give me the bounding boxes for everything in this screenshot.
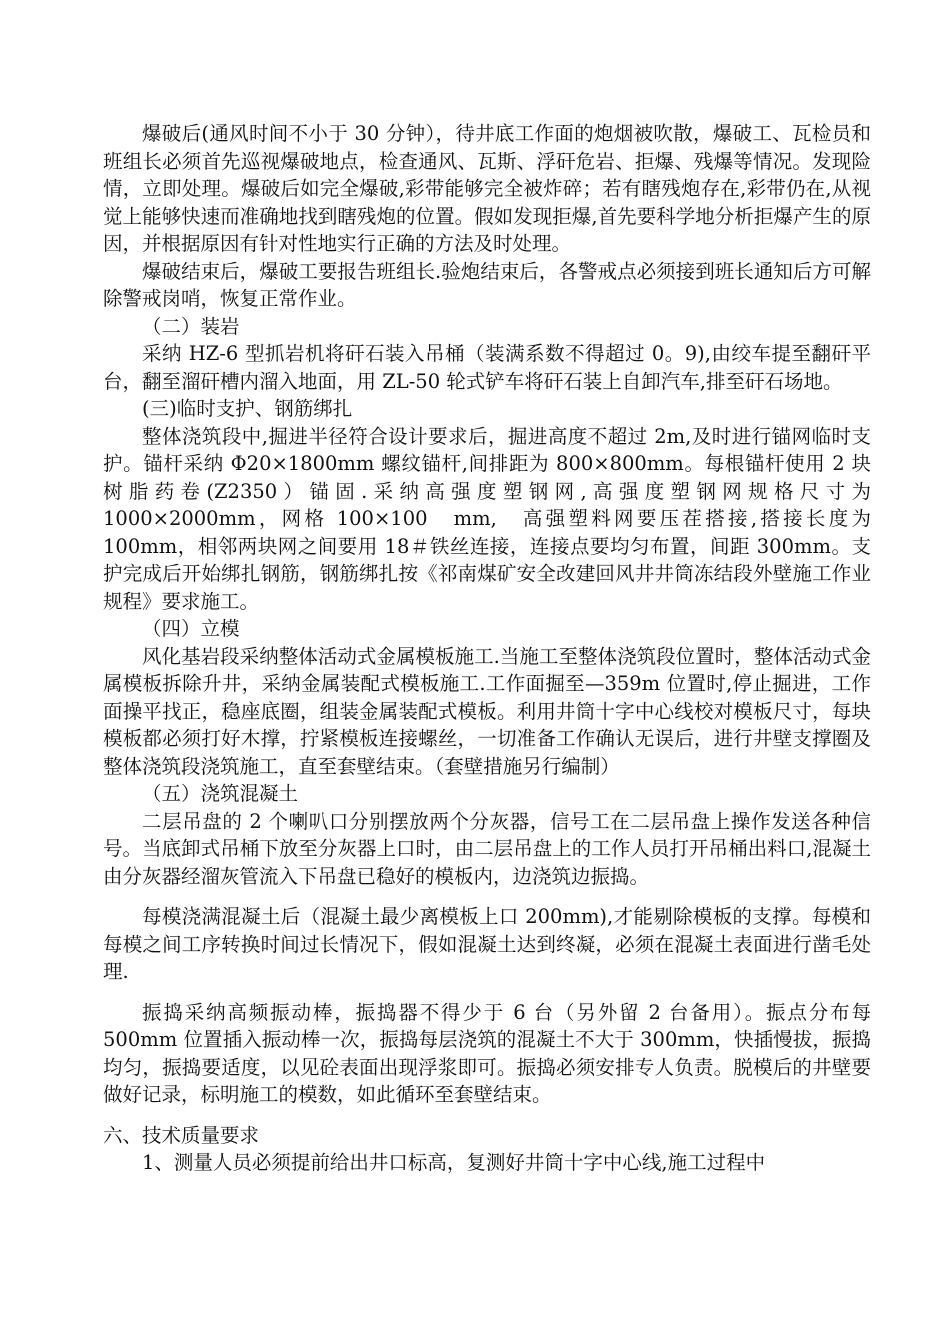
section-heading-formwork: （四）立模	[142, 617, 240, 640]
section-heading-concrete: （五）浇筑混凝土	[142, 782, 299, 805]
paragraph-blasting-end: 爆破结束后，爆破工要报告班组长.验炮结束后，各警戒点必须接到班长通知后方可解除警戒岗哨，恢复正常作业。	[103, 259, 871, 310]
paragraph-formwork: 风化基岩段采纳整体活动式金属模板施工.当施工至整体浇筑段位置时，整体活动式金属模板拆除升井，采纳金属装配式模板施工.工作面掘至—359m 位置时,停止掘进，工作面操平找正，稳座底圈，组装金属装配式模板。利用井筒十字中心线校对模板尺寸，每块模板都必须打好木撑，拧紧模板连接螺丝，一切准备工作确认无误后，进行井壁支撑圈及整体浇筑段浇筑施工，直至套壁结束。（套壁措施另行编制）	[103, 644, 871, 778]
paragraph-vibration: 振捣采纳高频振动棒，振捣器不得少于 6 台（另外留 2 台备用）。振点分布每 500mm 位置插入振动棒一次，振捣每层浇筑的混凝土不大于 300mm，快插慢拔，振捣均匀，振捣要适度，以见砼表面出现浮浆即可。振捣必须安排专人负责。脱模后的井壁要做好记录，标明施工的模数，如此循环至套壁结束。	[103, 1000, 871, 1106]
paragraph-concrete-curing: 每模浇满混凝土后（混凝土最少离模板上口 200mm),才能剔除模板的支撑。每模和每模之间工序转换时间过长情况下，假如混凝土达到终凝，必须在混凝土表面进行凿毛处理.	[103, 905, 871, 983]
paragraph-support: 整体浇筑段中,掘进半径符合设计要求后，掘进高度不超过 2m,及时进行锚网临时支护。锚杆采纳 Φ20×1800mm 螺纹锚杆,间排距为 800×800mm。每根锚杆使用 2 块树脂药卷(Z2350）锚固.采纳高强度塑钢网,高强度塑钢网规格尺寸为 1000×2000mm，网格 100×100 mm, 高强塑料网要压茬搭接,搭接长度为 100mm，相邻两块网之间要用 18＃铁丝连接，连接点要均匀布置，间距 300mm。支护完成后开始绑扎钢筋，钢筋绑扎按《祁南煤矿安全改建回风井井筒冻结段外壁施工作业规程》要求施工。	[103, 424, 871, 613]
section-heading-support: (三)临时支护、钢筋绑扎	[142, 397, 353, 420]
section-heading-quality: 六、技术质量要求	[103, 1123, 260, 1147]
paragraph-quality-item-1: 1、测量人员必须提前给出井口标高，复测好井筒十字中心线,施工过程中	[142, 1151, 766, 1174]
paragraph-blasting-inspection: 爆破后(通风时间不小于 30 分钟），待井底工作面的炮烟被吹散，爆破工、瓦检员和班组长必须首先巡视爆破地点，检查通风、瓦斯、浮矸危岩、拒爆、残爆等情况。发现险情，立即处理。爆破后如完全爆破,彩带能够完全被炸碎；若有瞎残炮存在,彩带仍在,从视觉上能够快速而准确地找到瞎残炮的位置。假如发现拒爆,首先要科学地分析拒爆产生的原因，并根据原因有针对性地实行正确的方法及时处理。	[103, 122, 871, 255]
document-body	[103, 120, 871, 1177]
paragraph-concrete-distribution: 二层吊盘的 2 个喇叭口分别摆放两个分灰器，信号工在二层吊盘上操作发送各种信号。当底卸式吊桶下放至分灰器上口时，由二层吊盘上的工作人员打开吊桶出料口,混凝土由分灰器经溜灰管流入下吊盘已稳好的模板内，边浇筑边振捣。	[103, 809, 871, 888]
section-heading-loading: （二）装岩	[142, 314, 240, 338]
paragraph-loading: 采纳 HZ-6 型抓岩机将矸石装入吊桶（装满系数不得超过 0。9),由绞车提至翻矸平台，翻至溜矸槽内溜入地面，用 ZL-50 轮式铲车将矸石装上自卸汽车,排至矸石场地。	[103, 342, 871, 393]
